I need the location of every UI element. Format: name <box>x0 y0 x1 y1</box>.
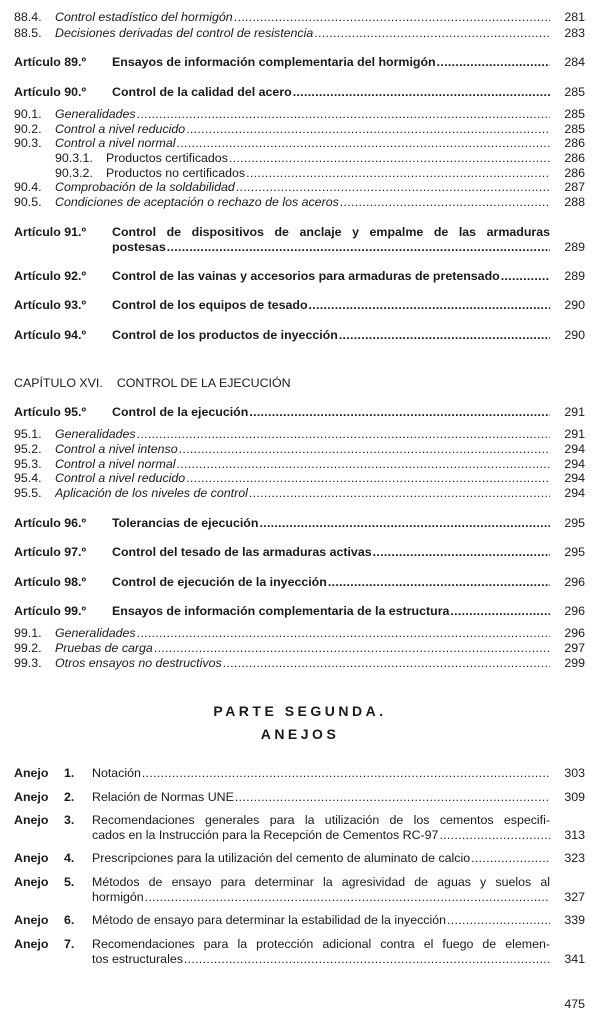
toc-entry[interactable] <box>0 298 600 313</box>
toc-entry[interactable] <box>0 913 600 928</box>
entry-title <box>55 442 550 457</box>
dot-leader <box>471 851 550 866</box>
entry-title-text: Generalidades <box>55 427 136 441</box>
dot-leader <box>236 180 550 195</box>
toc-entry[interactable] <box>0 328 600 343</box>
entry-title <box>55 656 550 671</box>
entry-number: 90.3.1. <box>55 151 93 165</box>
toc-entry[interactable] <box>0 813 600 828</box>
entry-title-text: tos estructurales <box>92 952 183 966</box>
entry-title <box>112 240 550 255</box>
entry-title-text: Control de dispositivos de anclaje y empalme de las armaduras <box>112 225 550 239</box>
entry-number: Artículo 89.º <box>14 55 87 69</box>
entry-number: 95.5. <box>14 486 42 500</box>
entry-title-text: Control a nivel reducido <box>55 122 186 136</box>
entry-page: 290 <box>564 328 585 342</box>
entry-number: Artículo 95.º <box>14 405 87 419</box>
entry-page: 295 <box>564 516 585 530</box>
entry-title <box>92 813 550 828</box>
entry-page: 313 <box>564 828 585 842</box>
entry-number: 90.1. <box>14 107 42 121</box>
entry-page: 285 <box>564 107 585 121</box>
entry-title <box>92 851 550 866</box>
anejo-number: 4. <box>64 851 75 865</box>
entry-title-text: Pruebas de carga <box>55 641 153 655</box>
entry-title <box>55 626 550 641</box>
entry-title <box>55 641 550 656</box>
entry-title-text: Ensayos de información complementaria del hormigón <box>112 55 436 69</box>
anejo-number: 5. <box>64 875 75 889</box>
dot-leader <box>439 828 550 843</box>
toc-entry[interactable] <box>0 225 600 240</box>
anejo-number: 3. <box>64 813 75 827</box>
entry-title <box>92 890 550 905</box>
entry-page: 296 <box>564 575 585 589</box>
dot-leader <box>437 55 550 70</box>
entry-title-text: Control de ejecución de la inyección <box>112 575 327 589</box>
entry-number: 88.4. <box>14 10 42 24</box>
toc-entry[interactable] <box>0 442 600 457</box>
entry-title-text: cados en la Instrucción para la Recepción de Cementos RC-97 <box>92 828 439 842</box>
dot-leader <box>179 442 550 457</box>
entry-page: 309 <box>564 790 585 804</box>
chapter-heading <box>14 376 291 390</box>
dot-leader <box>229 151 550 166</box>
dot-leader <box>142 766 550 781</box>
entry-number: Anejo <box>14 790 49 804</box>
entry-page: 303 <box>564 766 585 780</box>
entry-number: 95.2. <box>14 442 42 456</box>
entry-number: Artículo 99.º <box>14 604 87 618</box>
entry-title-text: Métodos de ensayo para determinar la agresividad de aguas y suelos al <box>92 875 550 889</box>
entry-page: 341 <box>564 952 585 966</box>
entry-title <box>112 55 550 70</box>
entry-title-text: Productos certificados <box>106 151 228 165</box>
toc-entry[interactable] <box>0 457 600 472</box>
entry-page: 286 <box>564 136 585 150</box>
toc-entry[interactable] <box>0 575 600 590</box>
entry-number: 95.1. <box>14 427 42 441</box>
toc-entry[interactable] <box>0 85 600 100</box>
entry-title <box>55 10 550 25</box>
entry-page: 290 <box>564 298 585 312</box>
entry-title-text: Control del tesado de las armaduras activas <box>112 545 372 559</box>
entry-title-text: Control de la ejecución <box>112 405 249 419</box>
entry-title-text: Decisiones derivadas del control de resistencia <box>55 26 314 40</box>
entry-title <box>92 766 550 781</box>
anejo-number: 6. <box>64 913 75 927</box>
entry-title <box>112 269 550 284</box>
dot-leader <box>340 195 550 210</box>
entry-number: Anejo <box>14 813 49 827</box>
entry-number: Artículo 96.º <box>14 516 87 530</box>
entry-title-text: Ensayos de información complementaria de la estructura <box>112 604 450 618</box>
entry-number: 90.2. <box>14 122 42 136</box>
entry-title-text: Control a nivel normal <box>55 457 176 471</box>
entry-title <box>92 875 550 890</box>
entry-title-text: postesas <box>112 240 166 254</box>
dot-leader <box>186 122 550 137</box>
entry-title-text: Prescripciones para la utilización del cemento de aluminato de calcio <box>92 851 471 865</box>
entry-title-text: Generalidades <box>55 107 136 121</box>
entry-title <box>92 790 550 805</box>
entry-title <box>92 913 550 928</box>
entry-number: 99.2. <box>14 641 42 655</box>
chapter-title: CONTROL DE LA EJECUCIÓN <box>116 376 291 390</box>
entry-title <box>55 122 550 137</box>
toc-entry[interactable] <box>0 626 600 641</box>
dot-leader <box>167 240 550 255</box>
entry-title <box>112 405 550 420</box>
dot-leader <box>177 457 550 472</box>
dot-leader <box>235 790 550 805</box>
entry-title <box>106 166 550 181</box>
entry-page: 288 <box>564 195 585 209</box>
dot-leader <box>373 545 550 560</box>
dot-leader <box>137 626 550 641</box>
entry-number: Anejo <box>14 937 49 951</box>
anejo-number: 7. <box>64 937 75 951</box>
entry-number: 90.3. <box>14 136 42 150</box>
entry-title-text: Tolerancias de ejecución <box>112 516 259 530</box>
entry-page: 287 <box>564 180 585 194</box>
entry-title-text: Control a nivel normal <box>55 136 176 150</box>
entry-title-text: Notación <box>92 766 141 780</box>
entry-title-text: Control a nivel reducido <box>55 471 186 485</box>
entry-number: 90.3.2. <box>55 166 93 180</box>
entry-title <box>112 298 550 313</box>
toc-entry[interactable] <box>0 269 600 284</box>
entry-title-text: Condiciones de aceptación o rechazo de los aceros <box>55 195 339 209</box>
entry-number: 90.4. <box>14 180 42 194</box>
entry-title <box>92 828 550 843</box>
entry-title-text: Relación de Normas UNE <box>92 790 234 804</box>
entry-title <box>55 136 550 151</box>
dot-leader <box>137 107 550 122</box>
entry-title-text: hormigón <box>92 890 144 904</box>
toc-entry[interactable] <box>0 486 600 501</box>
entry-title <box>55 107 550 122</box>
entry-title-text: Comprobación de la soldabilidad <box>55 180 235 194</box>
entry-page: 294 <box>564 442 585 456</box>
dot-leader <box>339 328 550 343</box>
entry-title-text: Productos no certificados <box>106 166 246 180</box>
entry-title-text: Aplicación de los niveles de control <box>55 486 248 500</box>
dot-leader <box>154 641 550 656</box>
entry-page: 285 <box>564 122 585 136</box>
toc-entry[interactable] <box>0 166 600 181</box>
entry-title-text: Control de las vainas y accesorios para armaduras de pretensado <box>112 269 500 283</box>
toc-entry[interactable] <box>0 545 600 560</box>
toc-entry[interactable] <box>0 405 600 420</box>
toc-entry[interactable] <box>0 26 600 41</box>
entry-number: Artículo 91.º <box>14 225 87 239</box>
entry-title <box>112 545 550 560</box>
entry-page: 294 <box>564 457 585 471</box>
dot-leader <box>314 26 550 41</box>
toc-entry[interactable] <box>0 55 600 70</box>
entry-title <box>55 427 550 442</box>
toc-entry[interactable] <box>0 122 600 137</box>
entry-title <box>112 85 550 100</box>
entry-number: Artículo 97.º <box>14 545 87 559</box>
dot-leader <box>450 604 550 619</box>
entry-title-text: Control de los productos de inyección <box>112 328 338 342</box>
entry-page: 283 <box>564 26 585 40</box>
entry-page: 289 <box>564 269 585 283</box>
toc-entry-continuation[interactable] <box>0 828 600 843</box>
toc-entry[interactable] <box>0 180 600 195</box>
entry-number: Anejo <box>14 766 49 780</box>
entry-page: 286 <box>564 151 585 165</box>
entry-title <box>92 937 550 952</box>
entry-number: Artículo 92.º <box>14 269 87 283</box>
entry-title <box>92 952 550 967</box>
dot-leader <box>145 890 550 905</box>
entry-page: 291 <box>564 405 585 419</box>
toc-entry[interactable] <box>0 151 600 166</box>
toc-entry[interactable] <box>0 641 600 656</box>
entry-number: Anejo <box>14 913 49 927</box>
entry-page: 299 <box>564 656 585 670</box>
entry-title <box>55 471 550 486</box>
toc-entry[interactable] <box>0 427 600 442</box>
dot-leader <box>177 136 550 151</box>
toc-entry[interactable] <box>0 136 600 151</box>
entry-page: 327 <box>564 890 585 904</box>
entry-number: Anejo <box>14 875 49 889</box>
dot-leader <box>328 575 550 590</box>
dot-leader <box>246 166 550 181</box>
part-title: PARTE SEGUNDA. <box>213 703 387 719</box>
entry-title <box>106 151 550 166</box>
entry-number: 95.4. <box>14 471 42 485</box>
entry-title-text: Control de la calidad del acero <box>112 85 292 99</box>
toc-entry[interactable] <box>0 195 600 210</box>
toc-entry[interactable] <box>0 107 600 122</box>
toc-entry-continuation[interactable] <box>0 952 600 967</box>
entry-page: 285 <box>564 85 585 99</box>
entry-title <box>112 604 550 619</box>
entry-page: 296 <box>564 604 585 618</box>
dot-leader <box>249 405 550 420</box>
toc-entry[interactable] <box>0 604 600 619</box>
toc-entry[interactable] <box>0 937 600 952</box>
dot-leader <box>137 427 550 442</box>
entry-page: 294 <box>564 486 585 500</box>
entry-number: 88.5. <box>14 26 42 40</box>
entry-page: 286 <box>564 166 585 180</box>
dot-leader <box>259 516 550 531</box>
dot-leader <box>186 471 550 486</box>
entry-number: 99.3. <box>14 656 42 670</box>
part-subtitle: ANEJOS <box>260 726 340 742</box>
entry-number: Artículo 93.º <box>14 298 87 312</box>
toc-entry[interactable] <box>0 471 600 486</box>
dot-leader <box>501 269 550 284</box>
entry-page: 339 <box>564 913 585 927</box>
anejo-number: 1. <box>64 766 75 780</box>
entry-page: 289 <box>564 240 585 254</box>
toc-entry[interactable] <box>0 875 600 890</box>
anejo-number: 2. <box>64 790 75 804</box>
dot-leader <box>184 952 550 967</box>
toc-entry-continuation[interactable] <box>0 240 600 255</box>
toc-entry[interactable] <box>0 656 600 671</box>
entry-title <box>112 575 550 590</box>
entry-page: 281 <box>564 10 585 24</box>
entry-page: 296 <box>564 626 585 640</box>
entry-page: 294 <box>564 471 585 485</box>
toc-entry-continuation[interactable] <box>0 890 600 905</box>
entry-title-text: Control a nivel intenso <box>55 442 178 456</box>
entry-number: Artículo 90.º <box>14 85 87 99</box>
dot-leader <box>234 10 550 25</box>
entry-page: 295 <box>564 545 585 559</box>
toc-entry[interactable] <box>0 766 600 781</box>
entry-title-text: Generalidades <box>55 626 136 640</box>
entry-title <box>55 180 550 195</box>
entry-number: Anejo <box>14 851 49 865</box>
entry-title <box>112 225 550 240</box>
toc-entry[interactable] <box>0 10 600 25</box>
entry-number: 95.3. <box>14 457 42 471</box>
entry-title <box>55 195 550 210</box>
dot-leader <box>293 85 550 100</box>
entry-title-text: Recomendaciones generales para la utilización de los cementos especifi- <box>92 813 550 827</box>
entry-title <box>55 26 550 41</box>
dot-leader <box>309 298 550 313</box>
entry-page: 323 <box>564 851 585 865</box>
entry-title-text: Control de los equipos de tesado <box>112 298 308 312</box>
dot-leader <box>223 656 550 671</box>
entry-title <box>55 457 550 472</box>
entry-page: 291 <box>564 427 585 441</box>
page-number: 475 <box>564 997 585 1011</box>
entry-page: 284 <box>564 55 585 69</box>
entry-title-text: Otros ensayos no destructivos <box>55 656 222 670</box>
entry-number: 99.1. <box>14 626 42 640</box>
entry-number: 90.5. <box>14 195 42 209</box>
entry-number: Artículo 94.º <box>14 328 87 342</box>
entry-title-text: Método de ensayo para determinar la estabilidad de la inyección <box>92 913 447 927</box>
toc-entry[interactable] <box>0 516 600 531</box>
chapter-label: CAPÍTULO XVI. <box>14 376 103 390</box>
dot-leader <box>447 913 550 928</box>
entry-title <box>112 516 550 531</box>
toc-entry[interactable] <box>0 851 600 866</box>
entry-number: Artículo 98.º <box>14 575 87 589</box>
entry-title-text: Control estadístico del hormigón <box>55 10 233 24</box>
entry-page: 297 <box>564 641 585 655</box>
entry-title-text: Recomendaciones para la protección adicional contra el fuego de elemen- <box>92 937 550 951</box>
entry-title <box>112 328 550 343</box>
entry-title <box>55 486 550 501</box>
dot-leader <box>249 486 550 501</box>
toc-entry[interactable] <box>0 790 600 805</box>
